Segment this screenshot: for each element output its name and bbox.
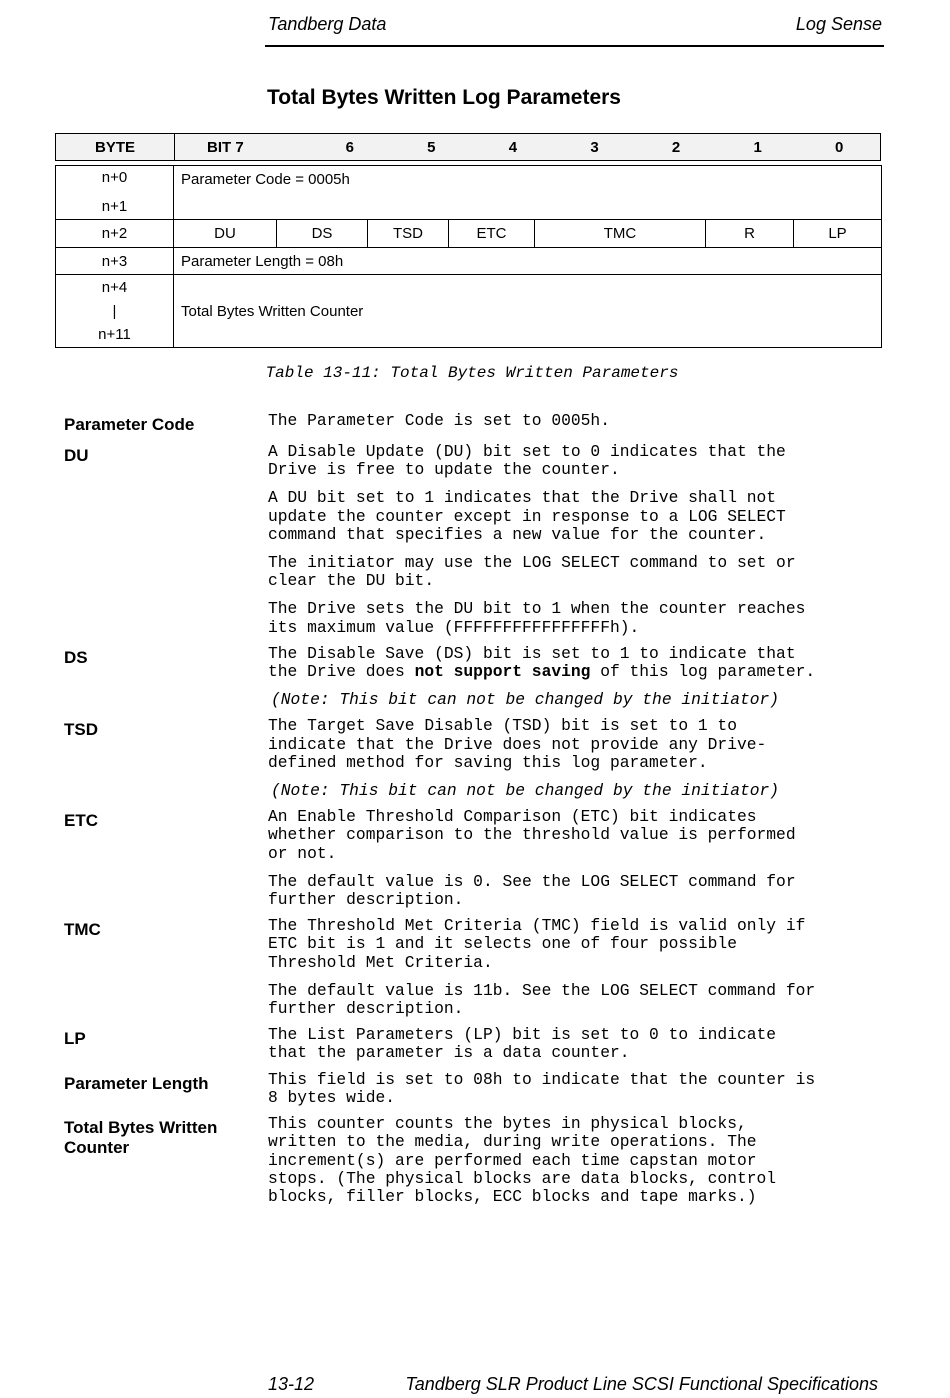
running-header-left: Tandberg Data: [268, 14, 387, 34]
du-field: DU: [174, 220, 277, 248]
list-item: [64, 443, 884, 637]
description-paragraph: An Enable Threshold Comparison (ETC) bit indicates whether comparison to the threshold value is performed or not.: [268, 807, 796, 863]
definition-list: [64, 412, 884, 1214]
bit-header-table: [55, 133, 881, 161]
description-paragraph: The Parameter Code is set to 0005h.: [268, 411, 610, 430]
bit-0-header: 0: [835, 138, 844, 156]
tsd-field: TSD: [368, 220, 449, 248]
description-paragraph: This counter counts the bytes in physical blocks, written to the media, during write operations. The increment(s) are performed each time capstan motor stops. (The physical blocks are data blocks, control blocks, filler blocks, ECC blocks and tape marks.): [268, 1114, 777, 1206]
bit-4-header: 4: [508, 138, 518, 156]
byte-cell: n+3: [56, 248, 174, 275]
byte-cell: [56, 166, 174, 220]
term-du: DU: [64, 446, 89, 465]
description-paragraph: The initiator may use the LOG SELECT command to set or clear the DU bit.: [268, 553, 796, 591]
byte-label: n+11: [98, 326, 131, 343]
bit-3-header: 3: [590, 138, 599, 156]
description-paragraph: The Drive sets the DU bit to 1 when the counter reaches its maximum value (FFFFFFFFFFFFFFFFh).: [268, 599, 806, 637]
description-paragraph: The default value is 0. See the LOG SELECT command for further description.: [268, 871, 796, 910]
counter-cell: Total Bytes Written Counter: [174, 275, 882, 348]
table-row: [56, 220, 882, 248]
table-caption: Table 13-11: Total Bytes Written Parameters: [265, 364, 679, 382]
term-total-bytes-written-counter: Total Bytes Written Counter: [64, 1118, 218, 1158]
byte-cell: [56, 275, 174, 348]
tmc-field: TMC: [535, 220, 706, 248]
list-item: [64, 717, 884, 800]
description-paragraph: The default value is 11b. See the LOG SELECT command for further description.: [268, 980, 816, 1019]
term-ds: DS: [64, 647, 88, 667]
table-row: [56, 248, 882, 275]
reserved-field: R: [706, 220, 794, 248]
bit-6-header: 6: [345, 138, 354, 156]
bit-2-header: 2: [671, 138, 681, 156]
parameter-length-cell: Parameter Length = 08h: [174, 248, 882, 275]
list-item: [64, 1071, 884, 1107]
bit-5-header: 5: [427, 138, 436, 156]
page-title: Total Bytes Written Log Parameters: [267, 86, 621, 109]
byte-label: n+1: [101, 198, 128, 215]
term-parameter-length: Parameter Length: [64, 1073, 209, 1093]
byte-range-bar: |: [112, 302, 117, 320]
parameter-code-cell: Parameter Code = 0005h: [174, 166, 882, 220]
term-parameter-code: Parameter Code: [64, 415, 195, 434]
term-etc: ETC: [64, 811, 98, 831]
running-header-right: Log Sense: [795, 14, 882, 34]
footer-page-number: 13-12: [268, 1374, 315, 1394]
list-item: [64, 808, 884, 909]
note-paragraph: (Note: This bit can not be changed by the initiator): [271, 690, 780, 710]
byte-column-header: BYTE: [56, 134, 175, 161]
term-lp: LP: [64, 1029, 86, 1049]
description-paragraph: The Target Save Disable (TSD) bit is set to 1 to indicate that the Drive does not provide any Drive- defined method for saving this log parameter.: [268, 716, 767, 772]
byte-label: n+0: [101, 169, 128, 186]
bit-1-header: 1: [753, 138, 762, 156]
byte-cell: n+2: [56, 220, 174, 248]
table-row: [56, 166, 882, 220]
description-paragraph: The Disable Save (DS) bit is set to 1 to indicate that the Drive does not support saving of this log parameter.: [268, 643, 816, 682]
note-paragraph: (Note: This bit can not be changed by the initiator): [271, 781, 780, 801]
list-item: [64, 917, 884, 1018]
description-paragraph: A Disable Update (DU) bit set to 0 indicates that the Drive is free to update the counter.: [268, 442, 786, 480]
list-item: [64, 1115, 884, 1206]
list-item: [64, 1026, 884, 1062]
footer-document-title: Tandberg SLR Product Line SCSI Functional Specifications: [405, 1374, 878, 1394]
header-rule: [265, 45, 884, 47]
description-paragraph: The Threshold Met Criteria (TMC) field is valid only if ETC bit is 1 and it selects one of four possible Threshold Met Criteria.: [268, 916, 806, 972]
list-item: [64, 412, 884, 435]
parameter-layout-table: [55, 165, 882, 348]
term-tsd: TSD: [64, 720, 98, 740]
byte-label: n+4: [101, 279, 128, 296]
list-item: [64, 645, 884, 710]
table-row: [56, 275, 882, 348]
term-tmc: TMC: [64, 920, 101, 940]
bit-7-header: BIT 7: [207, 138, 244, 156]
emphasis-text: not support saving: [414, 662, 591, 682]
ds-field: DS: [277, 220, 368, 248]
description-paragraph: The List Parameters (LP) bit is set to 0 to indicate that the parameter is a data counter.: [268, 1025, 777, 1063]
description-paragraph: This field is set to 08h to indicate that the counter is 8 bytes wide.: [268, 1069, 816, 1107]
description-paragraph: A DU bit set to 1 indicates that the Drive shall not update the counter except in response to a LOG SELECT command that specifies a new value for the counter.: [268, 488, 786, 544]
bit-columns-header: [175, 134, 881, 161]
etc-field: ETC: [449, 220, 535, 248]
lp-field: LP: [794, 220, 882, 248]
